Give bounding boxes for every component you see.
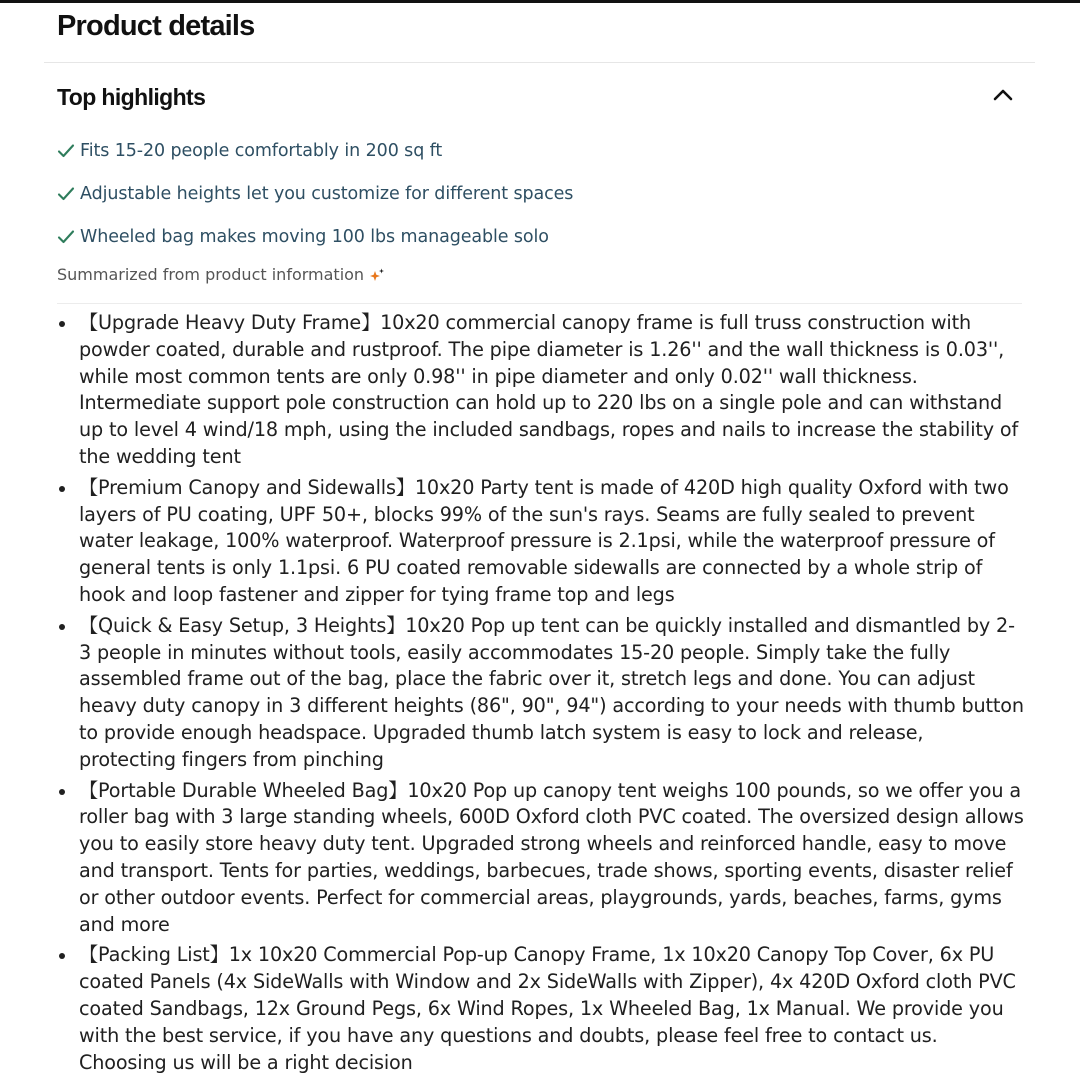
bullet-dot-icon <box>59 624 65 630</box>
highlight-text: Fits 15-20 people comfortably in 200 sq ft <box>80 141 443 161</box>
checkmark-icon <box>56 184 76 204</box>
bullet-dot-icon <box>59 953 65 959</box>
page-title: Product details <box>57 10 255 42</box>
highlight-item <box>56 225 573 249</box>
ai-sparkle-icon <box>369 268 385 282</box>
bullet-dot-icon <box>59 486 65 492</box>
highlight-text: Wheeled bag makes moving 100 lbs manageable solo <box>80 227 549 247</box>
checkmark-icon <box>56 141 76 161</box>
product-description-list <box>56 310 1026 1076</box>
description-bullet <box>56 475 1026 609</box>
highlight-text: Adjustable heights let you customize for different spaces <box>80 184 574 204</box>
bullet-text: 【Packing List】1x 10x20 Commercial Pop-up Canopy Frame, 1x 10x20 Canopy Top Cover, 6x PU coated Panels (4x SideWalls with Window and 2x SideWalls with Zipper), 4x 420D Oxford cloth PVC coated Sandbags, 12x Ground Pegs, 6x Wind Ropes, 1x Wheeled Bag, 1x Manual. We provide you with the best service, if you have any questions and doubts, please feel free to contact us. Choosing us will be a right decision <box>79 943 1016 1074</box>
description-bullet <box>56 942 1026 1076</box>
highlight-item <box>56 182 573 206</box>
checkmark-icon <box>56 227 76 247</box>
highlight-item <box>56 139 573 163</box>
bullet-text: 【Premium Canopy and Sidewalls】10x20 Party tent is made of 420D high quality Oxford with two layers of PU coating, UPF 50+, blocks 99% of the sun's rays. Seams are fully sealed to prevent water leakage, 100% waterproof. Waterproof pressure is 2.1psi, while the waterproof pressure of general tents is only 1.1psi. 6 PU coated removable sidewalls are connected by a whole strip of hook and loop fastener and zipper for tying frame top and legs <box>79 475 1009 606</box>
bullet-dot-icon <box>59 789 65 795</box>
divider <box>57 303 1022 304</box>
bullet-text: 【Upgrade Heavy Duty Frame】10x20 commercial canopy frame is full truss construction with powder coated, durable and rustproof. The pipe diameter is 1.26'' and the wall thickness is 0.03'', while most common tents are only 0.98'' in pipe diameter and only 0.02'' wall thickness. Intermediate support pole construction can hold up to 220 lbs on a single pole and can withstand up to level 4 wind/18 mph, using the included sandbags, ropes and nails to increase the stability of the wedding tent <box>79 311 1019 468</box>
description-bullet <box>56 778 1026 939</box>
summary-note <box>57 265 385 284</box>
description-bullet <box>56 613 1026 774</box>
top-edge-border <box>0 0 1080 3</box>
chevron-up-icon <box>993 89 1013 101</box>
bullet-dot-icon <box>59 321 65 327</box>
description-bullet <box>56 310 1026 471</box>
collapse-button[interactable] <box>988 82 1018 108</box>
highlights-list <box>56 139 573 268</box>
section-title: Top highlights <box>57 84 206 110</box>
divider <box>44 62 1035 63</box>
summary-note-text: Summarized from product information <box>57 265 365 284</box>
bullet-text: 【Quick & Easy Setup, 3 Heights】10x20 Pop up tent can be quickly installed and dismantled by 2-3 people in minutes without tools, easily accommodates 15-20 people. Simply take the fully assembled frame out of the bag, place the fabric over it, stretch legs and done. You can adjust heavy duty canopy in 3 different heights (86", 90", 94") according to your needs with thumb button to provide enough headspace. Upgraded thumb latch system is easy to lock and release, protecting fingers from pinching <box>79 613 1024 771</box>
bullet-text: 【Portable Durable Wheeled Bag】10x20 Pop up canopy tent weighs 100 pounds, so we offer you a roller bag with 3 large standing wheels, 600D Oxford cloth PVC coated. The oversized design allows you to easily store heavy duty tent. Upgraded strong wheels and reinforced handle, easy to move and transport. Tents for parties, weddings, barbecues, trade shows, sporting events, disaster relief or other outdoor events. Perfect for commercial areas, playgrounds, yards, beaches, farms, gyms and more <box>79 778 1024 936</box>
